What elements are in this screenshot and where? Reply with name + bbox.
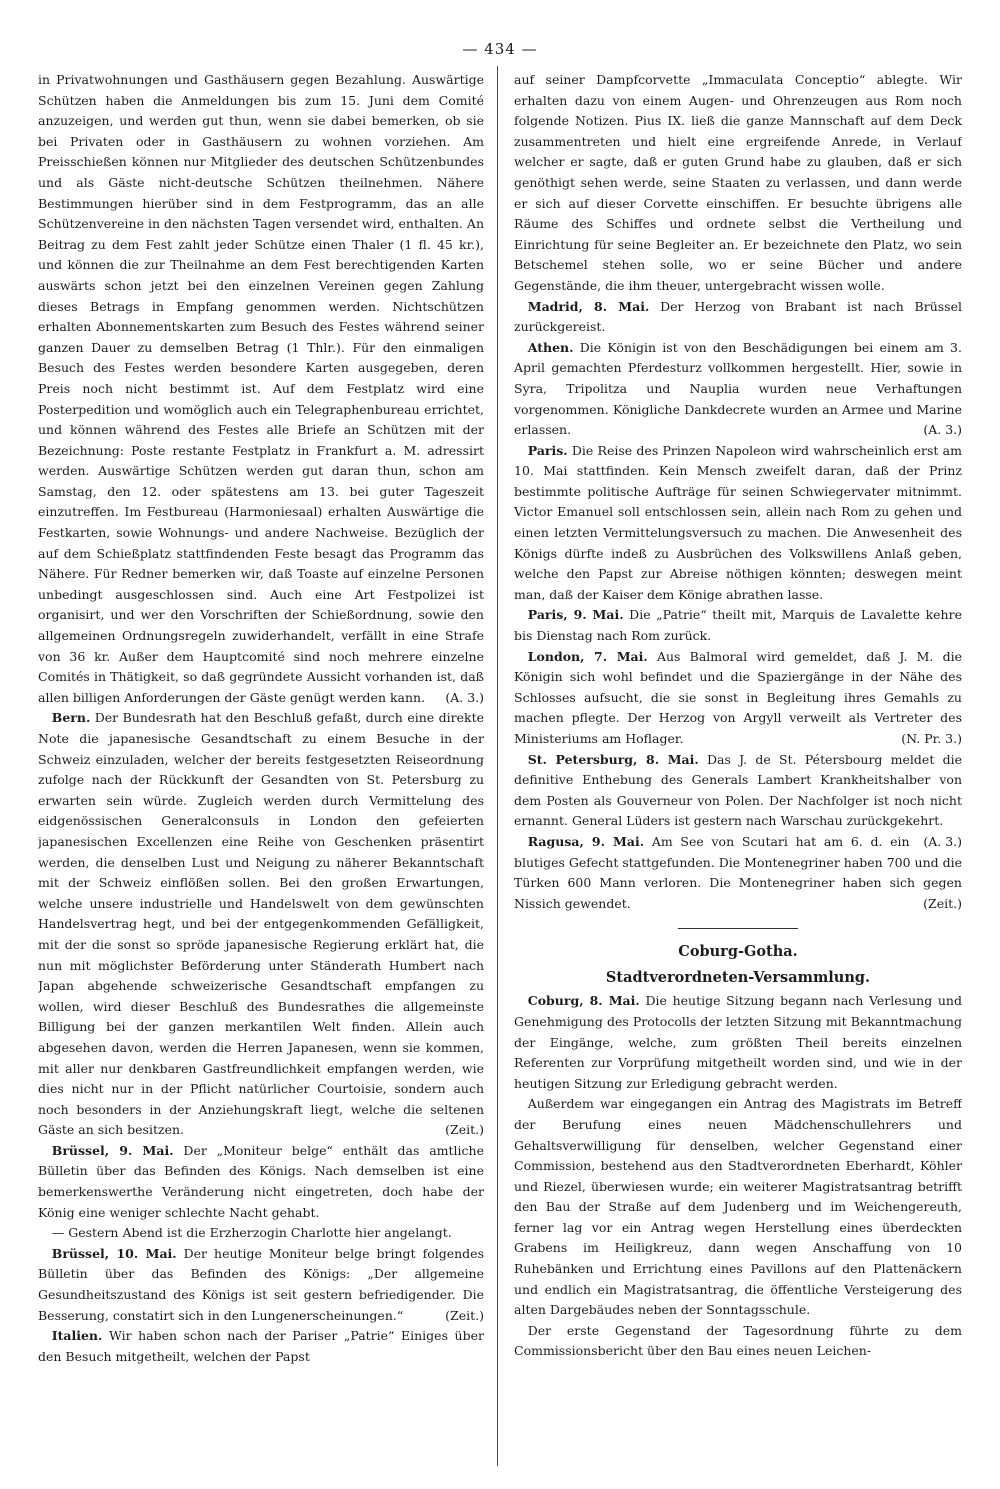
article-source: (Zeit.): [923, 895, 962, 911]
article-dateline: Ragusa, 9. Mai.: [527, 833, 645, 849]
article-text: Aus Balmoral wird gemeldet, daß J. M. die Königin sich wohl befindet und die Spaziergänge in der Nähe des Schlosses aufsucht, die sie sonst in Begleitung ihres Gemahls zu machen pflegte. Der Herzog von Argyll verweilt als Vertreter des Ministeriums am Hoflager.: [514, 648, 962, 746]
article-paragraph: [514, 297, 962, 338]
article-source: (A. 3.): [923, 833, 962, 849]
article-text: Der „Moniteur belge“ enthält das amtliche Bülletin über das Befinden des Königs. Nach demselben ist eine bemerkenswerthe Veränderung nicht eingetreten, doch habe der König eine weniger schlechte Nacht gehabt.: [38, 1142, 484, 1220]
right-column: [514, 70, 962, 1469]
article-source: (N. Pr. 3.): [901, 731, 962, 746]
article-paragraph: [514, 647, 962, 750]
article-paragraph: [514, 991, 962, 1094]
article-paragraph: [38, 1244, 484, 1326]
article-paragraph: [514, 338, 962, 441]
article-text: auf seiner Dampfcorvette „Immaculata Conceptio“ ablegte. Wir erhalten dazu von einem Augen- und Ohrenzeugen aus Rom noch folgende Notizen. Pius IX. ließ die ganze Mannschaft auf dem Deck zusammentreten und hielt eine ergreifende Anrede, in Verlauf welcher er sagte, daß er guten Grund habe zu glauben, daß er sich genöthigt sehen werde, seine Staaten zu verlassen, und dann werde er sich auf dieser Corvette einschiffen. Er besuchte übrigens alle Räume des Schiffes und ordnete selbst die Vertheilung und Einrichtung für seine Begleiter an. Er bezeichnete den Platz, wo sein Betschemel stehen solle, wo er seine Bücher und andere Gegenstände, die ihm theuer, untergebracht wissen wolle.: [514, 72, 962, 293]
article-text: Die Reise des Prinzen Napoleon wird wahrscheinlich erst am 10. Mai stattfinden. Kein Mensch zweifelt daran, daß der Prinz bestimmte politische Aufträge für seinen Schwiegervater mitnimmt. Victor Emanuel soll entschlossen sein, allein nach Rom zu gehen und einen letzten Vermittelungsversuch zu machen. Die Anwesenheit des Königs dürfte indeß zu Ausbrüchen des Volkswillens Anlaß geben, welche den Papst zur Abreise nöthigen könnten; deswegen meint man, daß der Kaiser dem Könige abrathen lasse.: [514, 442, 962, 602]
article-dateline: Brüssel, 10. Mai.: [51, 1245, 177, 1261]
article-text: Wir haben schon nach der Pariser „Patrie“ Einiges über den Besuch mitgetheilt, welchen der Papst: [38, 1328, 484, 1364]
article-text: — Gestern Abend ist die Erzherzogin Charlotte hier angelangt.: [51, 1225, 452, 1241]
section-heading: Coburg-Gotha.: [678, 943, 798, 961]
text-paragraph: [38, 1223, 484, 1244]
article-dateline: Bern.: [51, 710, 91, 726]
text-paragraph: [514, 1321, 962, 1362]
article-text: Die „Patrie“ theilt mit, Marquis de Lavalette kehre bis Dienstag nach Rom zurück.: [514, 607, 962, 644]
article-paragraph: [38, 1326, 484, 1367]
article-dateline: London, 7. Mai.: [527, 648, 648, 664]
article-text: Die Königin ist von den Beschädigungen bei einem am 3. April gemachten Pferdesturz vollkommen hergestellt. Hier, sowie in Syra, Tripolitza und Nauplia wurden neue Verhaftungen vorgenommen. Königliche Dankdecrete wurden an Armee und Marine erlassen.: [514, 339, 962, 438]
article-text: Die heutige Sitzung begann nach Verlesung und Genehmigung des Protocolls der letzten Sitzung mit Bekanntmachung der Eingänge, welche, zum größten Theil bereits einzelnen Referenten zur Vorprüfung mitgetheilt worden sind, und wie in der heutigen Sitzung zur Erledigung gebracht werden.: [514, 993, 962, 1091]
article-text: Das J. de St. Pétersbourg meldet die definitive Enthebung des Generals Lambert Krankheitshalber von dem Posten als Gouverneur von Polen. Der Nachfolger ist noch nicht ernannt. General Lüders ist gestern nach Warschau zurückgekehrt.: [514, 751, 962, 829]
text-paragraph: [514, 1094, 962, 1321]
article-paragraph: [514, 441, 962, 606]
article-paragraph: [514, 832, 962, 914]
article-dateline: Paris.: [527, 442, 568, 458]
article-paragraph: [38, 708, 484, 1140]
article-dateline: Brüssel, 9. Mai.: [51, 1142, 174, 1158]
article-text: Der Herzog von Brabant ist nach Brüssel zurückgereist.: [514, 298, 962, 335]
text-paragraph: [38, 70, 484, 708]
article-text: Der Bundesrath hat den Beschluß gefaßt, durch eine direkte Note die japanesische Gesandtschaft zu einem Besuche in der Schweiz einzuladen, welcher der bereits festgesetzten Reiseordnung zufolge nach der Rückkunft der Gesandten von St. Petersburg zu erwarten sein würde. Zugleich werden durch Vermittelung des eidgenössischen Generalconsuls in London den gefeierten japanesischen Excellenzen eine Reihe von Geschenken präsentirt werden, die denselben Lust und Neigung zu näherer Bekanntschaft mit der Schweiz einflößen sollen. Bei den großen Erwartungen, welche unsere industrielle und Handelswelt von dem gewünschten Handelsvertrag hegt, und bei der entgegenkommenden Gefälligkeit, mit der die sonst so spröde japanesische Regierung erklärt hat, die nun mit möglichster Beförderung unter Ständerath Humbert nach Japan abgehende schweizerische Gesandtschaft empfangen zu wollen, wird dieser Beschluß des Bundesrathes die allgemeinste Billigung bei der ganzen merkantilen Welt finden. Allein auch abgesehen davon, werden die Herren Japanesen, wenn sie kommen, mit aller nur denkbaren Gastfreundlichkeit empfangen werden, wie dies nicht nur in der Pflicht natürlicher Courtoisie, sondern auch noch besonders in der Anziehungskraft liegt, welche die seltenen Gäste an sich besitzen.: [38, 710, 484, 1138]
right-column-section-articles: [514, 991, 962, 1362]
column-divider: [497, 66, 498, 1466]
article-dateline: Coburg, 8. Mai.: [527, 993, 640, 1009]
left-column: [38, 70, 484, 1469]
article-dateline: Paris, 9. Mai.: [527, 607, 624, 623]
right-column-articles: [514, 70, 962, 914]
article-source: (A. 3.): [923, 422, 962, 438]
article-source: (Zeit.): [445, 1307, 484, 1323]
section-subheading: Stadtverordneten-Versammlung.: [605, 969, 871, 987]
article-text: Am See von Scutari hat am 6. d. ein blutiges Gefecht stattgefunden. Die Montenegriner haben 700 und die Türken 600 Mann verloren. Die Montenegriner haben sich gegen Nissich gewendet.: [514, 833, 962, 911]
text-paragraph: [514, 70, 962, 297]
article-text: in Privatwohnungen und Gasthäusern gegen Bezahlung. Auswärtige Schützen haben die Anmeldungen bis zum 15. Juni dem Comité anzuzeigen, und werden gut thun, wenn sie dabei bemerken, ob sie bei Privaten oder in Gasthäusern zu wohnen vorziehen. Am Preisschießen können nur Mitglieder des deutschen Schützenbundes und als Gäste nicht-deutsche Schützen theilnehmen. Nähere Bestimmungen hierüber sind in dem Festprogramm, das an alle Schützenvereine in den nächsten Tagen versendet wird, enthalten. An Beitrag zu dem Fest zahlt jeder Schütze einen Thaler (1 fl. 45 kr.), und können die zur Theilnahme an dem Fest berechtigenden Karten auswärts schon jetzt bei den einzelnen Vereinen gegen Zahlung dieses Betrags in Empfang genommen werden. Nichtschützen erhalten Abonnementskarten zum Besuch des Festes während seiner ganzen Dauer zu demselben Betrag (1 Thlr.). Für den einmaligen Besuch des Festes werden besondere Karten ausgegeben, deren Preis noch nicht bestimmt ist. Auf dem Festplatz wird eine Posterpedition und womöglich auch ein Telegraphenbureau errichtet, und können während des Festes alle Briefe an Schützen mit der Bezeichnung: Poste restante Festplatz in Frankfurt a. M. adressirt werden. Auswärtige Schützen werden gut daran thun, schon am Samstag, den 12. oder spätestens am 13. bei guter Tageszeit einzutreffen. Im Festbureau (Harmoniesaal) erhalten Auswärtige die Festkarten, sowie Wohnungs- und andere Nachweise. Bezüglich der auf dem Schießplatz stattfindenden Feste besagt das Programm das Nähere. Für Redner bemerken wir, daß Toaste auf einzelne Personen unbedingt ausgeschlossen sind. Auch eine Art Festpolizei ist organisirt, und wer den Vorschriften der Schießordnung, sowie den allgemeinen Ordnungsregeln zuwiderhandelt, verfällt in eine Strafe von 36 kr. Außer dem Hauptcomité sind noch mehrere einzelne Comités in Thätigkeit, so daß gegründete Aussicht vorhanden ist, daß allen billigen Anforderungen der Gäste genügt werden kann.: [38, 72, 484, 705]
article-dateline: Athen.: [527, 339, 574, 355]
article-dateline: Madrid, 8. Mai.: [527, 298, 650, 314]
article-text: Der heutige Moniteur belge bringt folgendes Bülletin über das Befinden des Königs: „Der allgemeine Gesundheitszustand des Königs ist seit gestern befriedigender. Die Besserung, constatirt sich in den Lungenerscheinungen.“: [38, 1245, 484, 1323]
article-text: Außerdem war eingegangen ein Antrag des Magistrats im Betreff der Berufung eines neuen Mädchenschullehrers und Gehaltsverwilligung für denselben, welcher Gegenstand einer Commission, bestehend aus den Stadtverordneten Eberhardt, Köhler und Riezel, überwiesen wurde; ein weiterer Magistratsantrag betrifft den Bau der Straße auf dem Judenberg und im Weichengereuth, ferner lag vor ein Antrag wegen Herstellung eines überdeckten Grabens im Heiligkreuz, dann wegen Anschaffung von 10 Ruhebänken und Errichtung eines Pavillons auf den Plattenäckern und endlich ein Magistratsantrag, die öffentliche Versteigerung des alten Dargebäudes neben der Sonntagsschule.: [514, 1096, 962, 1318]
article-source: (Zeit.): [445, 1122, 484, 1138]
article-dateline: St. Petersburg, 8. Mai.: [527, 751, 699, 767]
article-paragraph: [38, 1141, 484, 1223]
section-divider: [678, 928, 798, 929]
article-paragraph: [514, 605, 962, 646]
article-dateline: Italien.: [51, 1328, 103, 1344]
page-number: — 434 —: [462, 40, 538, 58]
article-text: Der erste Gegenstand der Tagesordnung führte zu dem Commissionsbericht über den Bau eines neuen Leichen-: [514, 1322, 962, 1359]
article-source: (A. 3.): [445, 689, 484, 705]
